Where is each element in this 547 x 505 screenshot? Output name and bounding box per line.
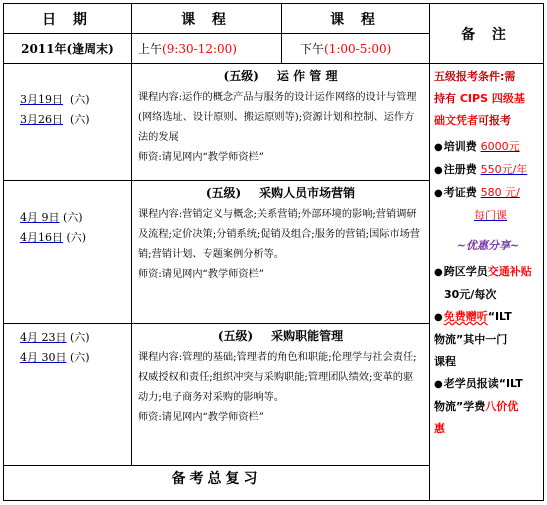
header-course-1-text: 课 程 [181,11,232,28]
border-right [543,3,544,501]
note-promo-3a: 老学员报读“ILT [443,377,523,390]
note-promo-1c: 30元/每次 [444,288,497,301]
row3-course [132,326,429,428]
header-date-text: 日 期 [42,11,93,28]
row3-level: (五级) [217,329,254,343]
note-promo-1-line2 [434,284,542,306]
row1-level: (五级) [223,69,259,83]
row2-teacher-text: 师资:请见网内“教学师资栏” [138,269,264,280]
divider-notes [429,3,430,501]
note-promo-2a: 免费赠听 [443,310,488,323]
notes-panel [434,66,542,440]
row1-date-2 [20,110,130,130]
header-notes-text: 备 注 [461,26,512,43]
header-course-2 [282,4,429,33]
note-fee-exam [434,182,542,205]
pm-label: 下午 [300,42,325,56]
hline-notes-header [429,63,544,64]
row3-title [132,326,429,346]
note-promo-2-line3 [434,351,542,373]
note-fee-exam-value: 580 元/ [480,186,520,199]
row2-date-1-dow: (六) [63,211,83,224]
note-promo-2-line2 [434,329,542,351]
row3-teacher-text: 师资:请见网内“教学师资栏” [138,412,264,423]
pm-slot [282,34,429,63]
row3-content [132,348,429,408]
note-cond-2a: 持有 [434,92,460,105]
row3-date-1 [20,328,130,348]
note-promo-3b: 物流” [434,400,464,413]
header-date [4,4,131,33]
row1-teacher-text: 师资:请见网内“教学师资栏” [138,152,264,163]
note-promo-3d: 八价优 [485,400,519,413]
note-promo-1 [434,261,542,284]
note-fee-training [434,136,542,159]
note-promo-3-line3 [434,418,542,440]
row3-date-2-dow: (六) [70,351,90,364]
border-bottom [3,500,544,501]
note-cond-1-text: 五级报考条件:需 [434,70,516,83]
note-fee-register-value: 550元/年 [480,163,528,176]
am-label: 上午 [138,42,163,56]
row1-date-1-num: 3月19日 [20,93,63,106]
border-left [3,3,4,501]
pm-time: (1:00-5:00) [324,41,392,56]
note-cond-2 [434,88,542,110]
row1-date-1 [20,90,130,110]
row2-date-2-num: 4月16日 [20,231,63,244]
note-promo-2 [434,306,542,329]
review-row [4,466,429,490]
note-promo-text: ~优惠分享~ [456,239,520,252]
row1-title-text: 运 作 管 理 [276,69,338,83]
row1-title [132,66,429,86]
note-promo-1b: 交通补贴 [487,265,532,278]
note-cond-1 [434,66,542,88]
year-label [4,34,131,63]
am-time: (9:30-12:00) [162,41,237,56]
note-cond-2b: CIPS 四级基 [459,92,525,105]
note-fee-training-label: 培训费 [443,140,481,153]
row1-dates [20,90,130,130]
note-fee-register [434,159,542,182]
hline-row1-bottom [3,180,430,181]
hline-row2-bottom [3,323,430,324]
hline-header-bottom [3,63,430,64]
header-course-1 [132,4,281,33]
row1-date-2-num: 3月26日 [20,113,63,126]
note-fee-exam-label: 考证费 [443,186,481,199]
note-promo-3c: 学费 [463,400,486,413]
row2-course [132,183,429,285]
year-label-text: 2011年(逢周末) [21,42,114,56]
row2-date-2 [20,228,130,248]
note-fee-training-value: 6000元 [480,140,520,153]
note-promo-2b: “ILT [487,310,512,323]
row2-title [132,183,429,203]
row1-content [132,88,429,148]
row1-date-1-dow: (六) [70,93,90,106]
row3-dates [20,328,130,368]
row1-date-2-dow: (六) [70,113,90,126]
review-text: 备考总复习 [171,471,262,487]
note-promo [434,235,542,257]
note-fee-exam-value-2: 每门课 [474,209,507,222]
note-cond-3b: 可报考 [478,114,511,127]
row3-date-2-num: 4月 30日 [20,351,67,364]
row3-date-1-num: 4月 23日 [20,331,67,344]
note-promo-3-line2 [434,396,542,418]
row1-content-text: 课程内容:运作的概念产品与服务的设计运作网络的设计与管理(网络选址、设计原则、搬运原则等);资源计划和控制、运作方法的发展 [138,92,417,143]
row2-title-text: 采购人员市场营销 [259,186,356,200]
row1-course [132,66,429,168]
row3-content-text: 课程内容:管理的基础;管理者的角色和职能;伦理学与社会责任;权威授权和责任;组织冲突与采购职能;管理团队绩效;变革的驱动力;电子商务对采购的影响等。 [138,352,417,403]
note-promo-3 [434,373,542,396]
note-promo-2e: 课程 [434,355,456,368]
row2-date-2-dow: (六) [66,231,87,244]
row2-teacher [132,265,429,285]
note-promo-2c: 物流” [434,333,464,346]
row2-dates [20,208,130,248]
row3-teacher [132,408,429,428]
row3-title-text: 采购职能管理 [271,329,344,343]
header-notes [430,4,543,63]
note-promo-3e: 惠 [434,422,445,435]
am-slot [132,34,281,63]
row3-date-1-dow: (六) [70,331,90,344]
row1-teacher [132,148,429,168]
note-cond-3 [434,110,542,132]
row2-date-1 [20,208,130,228]
note-fee-exam-2 [434,205,542,227]
row2-level: (五级) [205,186,242,200]
row2-content-text: 课程内容:营销定义与概念;关系营销;外部环境的影响;营销调研及流程;定价决策;分销系统;促销及组合;服务的营销;国际市场营销;营销计划、专题案例分析等。 [138,209,421,260]
note-cond-3a: 础文凭者 [434,114,478,127]
row2-date-1-num: 4月 9日 [20,211,60,224]
row3-date-2 [20,348,130,368]
note-fee-register-label: 注册费 [443,163,481,176]
note-promo-2d: 其中一门 [463,333,508,346]
note-promo-1a: 跨区学员 [443,265,488,278]
header-course-2-text: 课 程 [330,11,381,28]
row2-content [132,205,429,265]
